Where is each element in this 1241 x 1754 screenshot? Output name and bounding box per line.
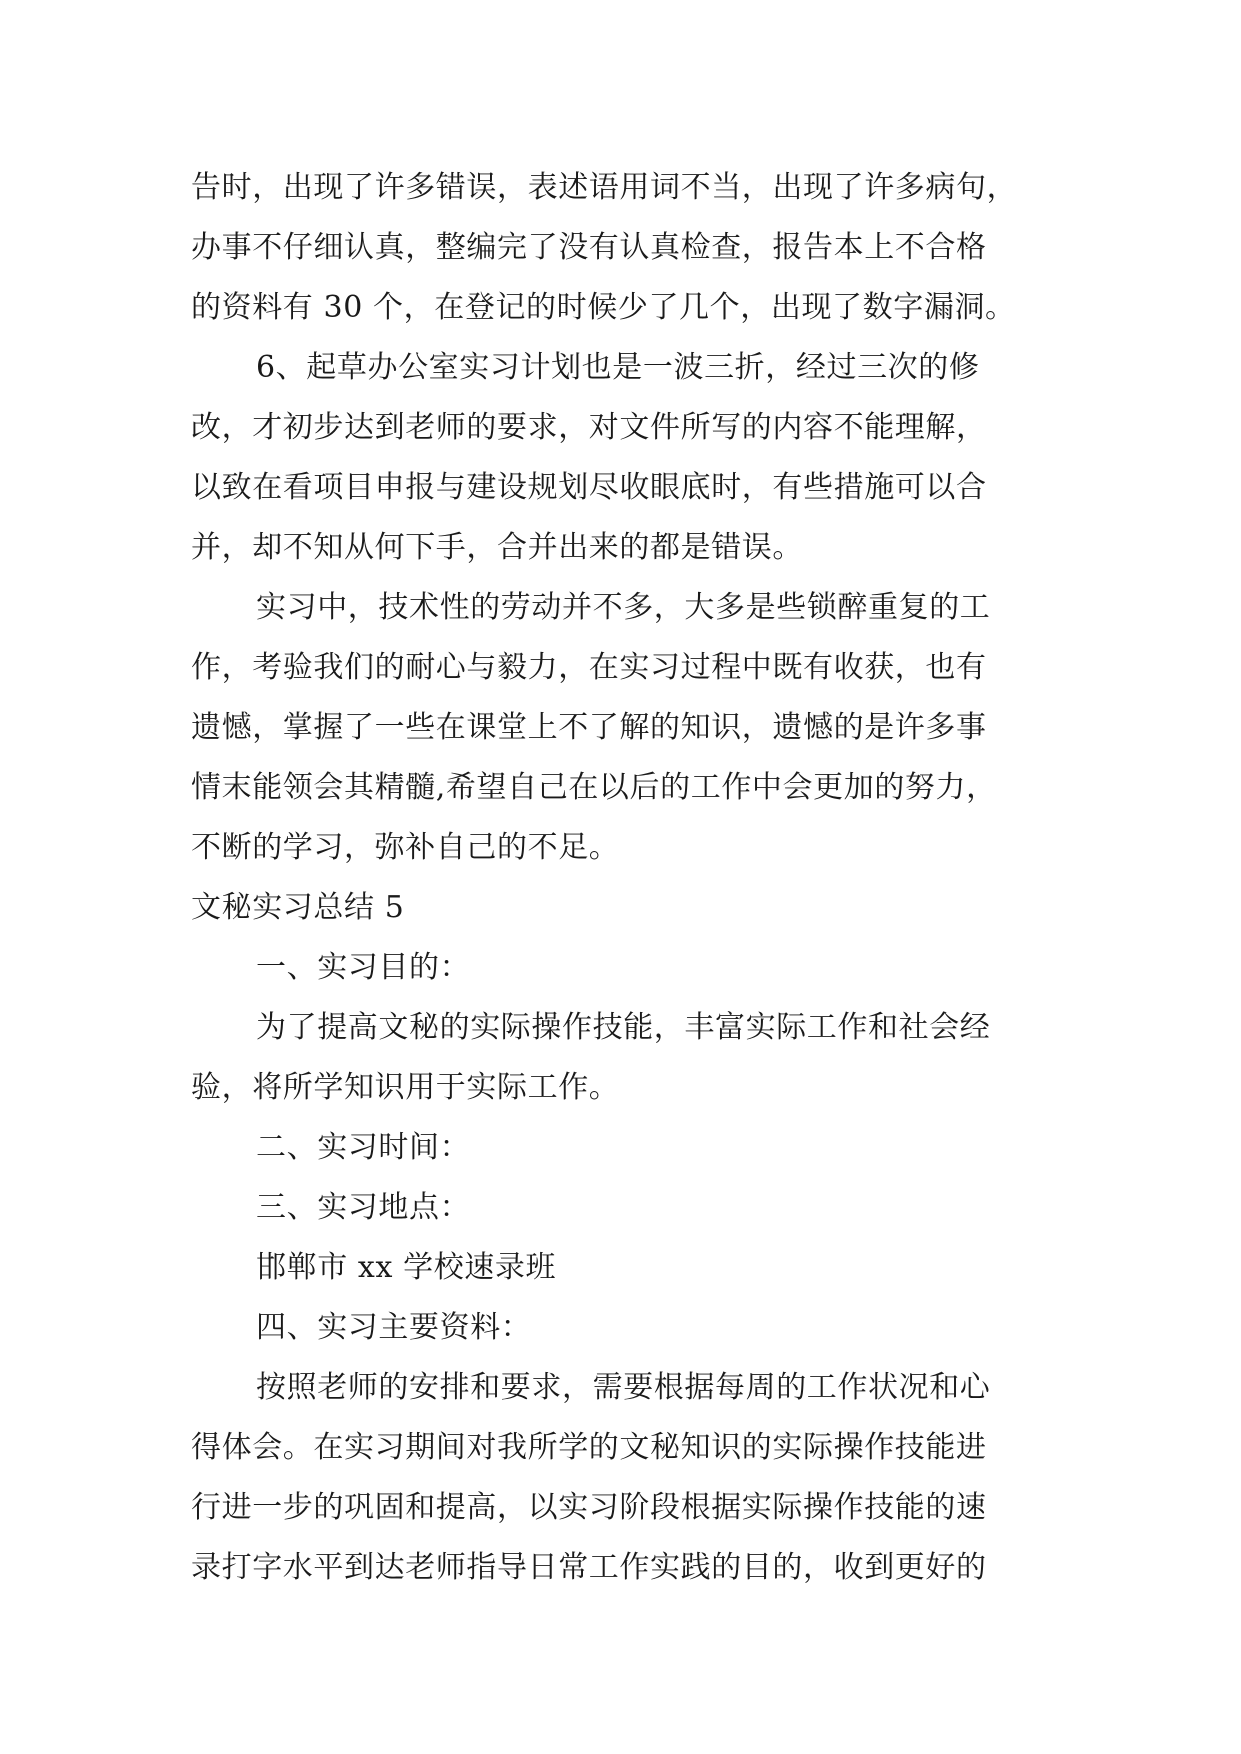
section-heading: 文秘实习总结 5 — [191, 890, 405, 925]
subheading-time: 二、实习时间： — [256, 1130, 471, 1165]
text-line: 以致在看项目申报与建设规划尽收眼底时，有些措施可以合 — [191, 470, 987, 505]
text-line: 验，将所学知识用于实际工作。 — [191, 1070, 620, 1105]
document-body — [191, 158, 1071, 1598]
subheading-location: 三、实习地点： — [256, 1190, 471, 1225]
text-line: 遗憾，掌握了一些在课堂上不了解的知识，遗憾的是许多事 — [191, 710, 987, 745]
paragraph-start-line: 按照老师的安排和要求，需要根据每周的工作状况和心 — [256, 1370, 991, 1405]
subheading-content: 四、实习主要资料： — [256, 1310, 532, 1345]
text-line: 行进一步的巩固和提高，以实习阶段根据实际操作技能的速 — [191, 1490, 987, 1525]
paragraph-start-line: 6、起草办公室实习计划也是一波三折，经过三次的修 — [256, 350, 980, 385]
text-line: 得体会。在实习期间对我所学的文秘知识的实际操作技能进 — [191, 1430, 987, 1465]
subheading-purpose: 一、实习目的： — [256, 950, 471, 985]
text-line: 作，考验我们的耐心与毅力，在实习过程中既有收获，也有 — [191, 650, 987, 685]
text-line: 录打字水平到达老师指导日常工作实践的目的，收到更好的 — [191, 1550, 987, 1585]
text-line: 并，却不知从何下手，合并出来的都是错误。 — [191, 530, 803, 565]
text-line: 的资料有 30 个，在登记的时候少了几个，出现了数字漏洞。 — [191, 290, 1016, 325]
text-line: 改，才初步达到老师的要求，对文件所写的内容不能理解， — [191, 410, 987, 445]
paragraph-start-line: 为了提高文秘的实际操作技能，丰富实际工作和社会经 — [256, 1010, 991, 1045]
paragraph-start-line: 实习中，技术性的劳动并不多，大多是些锁醉重复的工 — [256, 590, 991, 625]
location-text: 邯郸市 xx 学校速录班 — [256, 1250, 557, 1285]
text-line: 情末能领会其精髓,希望自己在以后的工作中会更加的努力， — [191, 770, 997, 805]
text-line: 不断的学习，弥补自己的不足。 — [191, 830, 620, 865]
text-line: 告时，出现了许多错误，表述语用词不当，出现了许多病句， — [191, 170, 1018, 205]
text-line: 办事不仔细认真，整编完了没有认真检查，报告本上不合格 — [191, 230, 987, 265]
